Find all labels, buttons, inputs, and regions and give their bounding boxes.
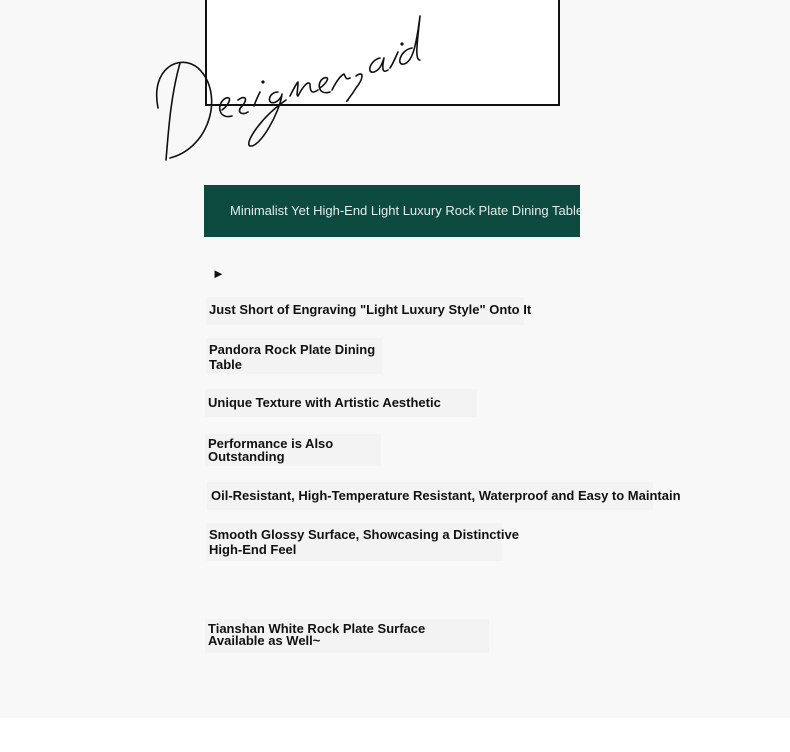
feature-text: Oil-Resistant, High-Temperature Resistant, Waterproof and Easy to Maintain — [211, 488, 681, 503]
feature-line: Available as Well~ — [208, 633, 321, 648]
feature-text: Unique Texture with Artistic Aesthetic — [208, 395, 441, 410]
play-arrow-icon: ► — [212, 266, 225, 281]
feature-glossy — [209, 527, 519, 557]
feature-line: Tianshan White Rock Plate Surface — [208, 621, 426, 636]
feature-resistance — [211, 488, 681, 503]
feature-line: High-End Feel — [209, 542, 297, 557]
feature-text: Just Short of Engraving "Light Luxury Style" Onto It — [209, 302, 532, 317]
feature-engraving — [209, 302, 531, 317]
banner-title: Minimalist Yet High-End Light Luxury Rock Plate Dining Table — [230, 203, 584, 218]
feature-tianshan — [208, 622, 425, 646]
feature-line: Smooth Glossy Surface, Showcasing a Distinctive — [209, 527, 519, 542]
feature-texture — [208, 395, 441, 410]
feature-line: Pandora Rock Plate Dining — [209, 342, 376, 357]
feature-line: Performance is Also — [208, 436, 334, 451]
feature-line: Outstanding — [208, 449, 285, 464]
feature-performance — [208, 436, 333, 462]
feature-pandora — [209, 342, 375, 372]
designer-said-signature — [150, 8, 440, 168]
feature-line: Table — [209, 357, 242, 372]
